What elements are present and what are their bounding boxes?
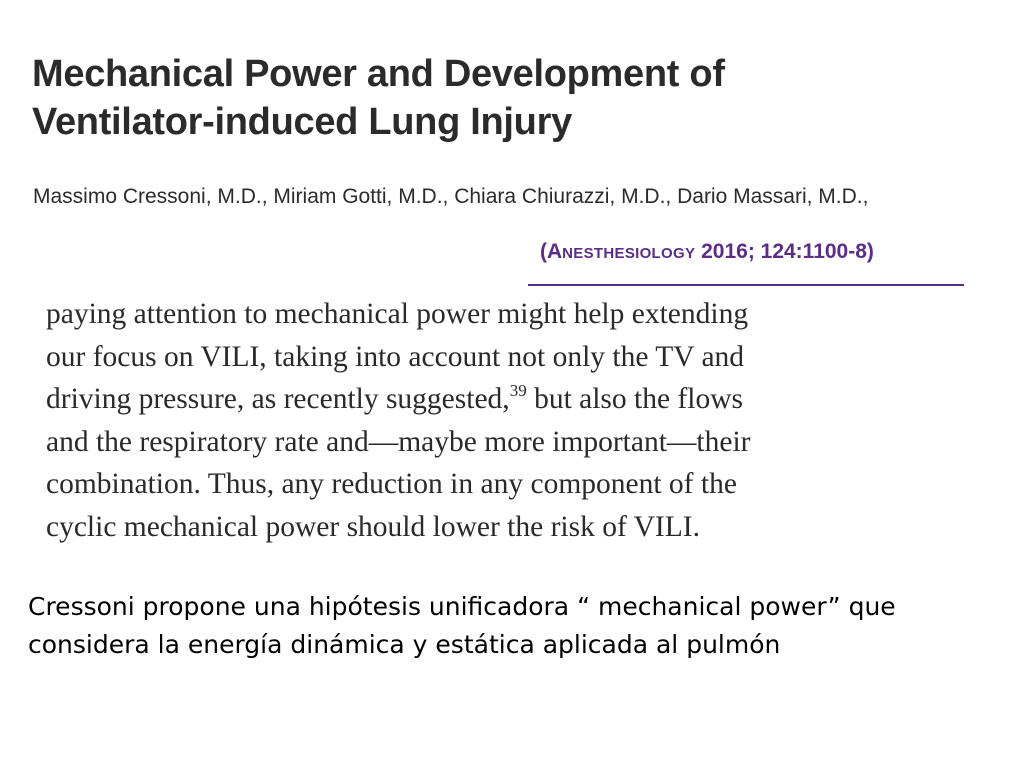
caption-line-1: Cressoni propone una hipótesis unificadora “ mechanical power” que [28,592,896,621]
caption-line-2: considera la energía dinámica y estática aplicada al pulmón [28,630,781,659]
quote-line-6: cyclic mechanical power should lower the risk of VILI. [46,510,700,543]
reference-superscript: 39 [509,381,527,401]
citation-underline-divider [528,284,964,286]
article-title-line-2: Ventilator-induced Lung Injury [32,101,572,143]
citation-open-paren: ( [540,240,547,263]
journal-name-initial: A [547,240,563,263]
quote-line-3 [46,378,946,421]
journal-citation [540,238,874,268]
quote-line-2: our focus on VILI, taking into account not only the TV and [46,340,745,373]
quote-line-1: paying attention to mechanical power might help extending [46,298,749,330]
journal-name-rest: NESTHESIOLOGY [562,245,696,262]
quote-line-3-text-end: but also the flows [526,383,743,416]
article-title [32,50,992,146]
quote-line-4: and the respiratory rate and—maybe more important—their [46,425,751,458]
citation-details: 2016; 124:1100-8) [695,240,874,263]
quote-line-5: combination. Thus, any reduction in any component of the [46,468,737,501]
quoted-excerpt [46,293,946,549]
article-title-line-1: Mechanical Power and Development of [32,53,725,95]
article-authors: Massimo Cressoni, M.D., Miriam Gotti, M.D., Chiara Chiurazzi, M.D., Dario Massari, M.D., [33,185,869,208]
quote-line-3-text: driving pressure, as recently suggested, [46,383,510,416]
slide-caption [28,588,1008,664]
